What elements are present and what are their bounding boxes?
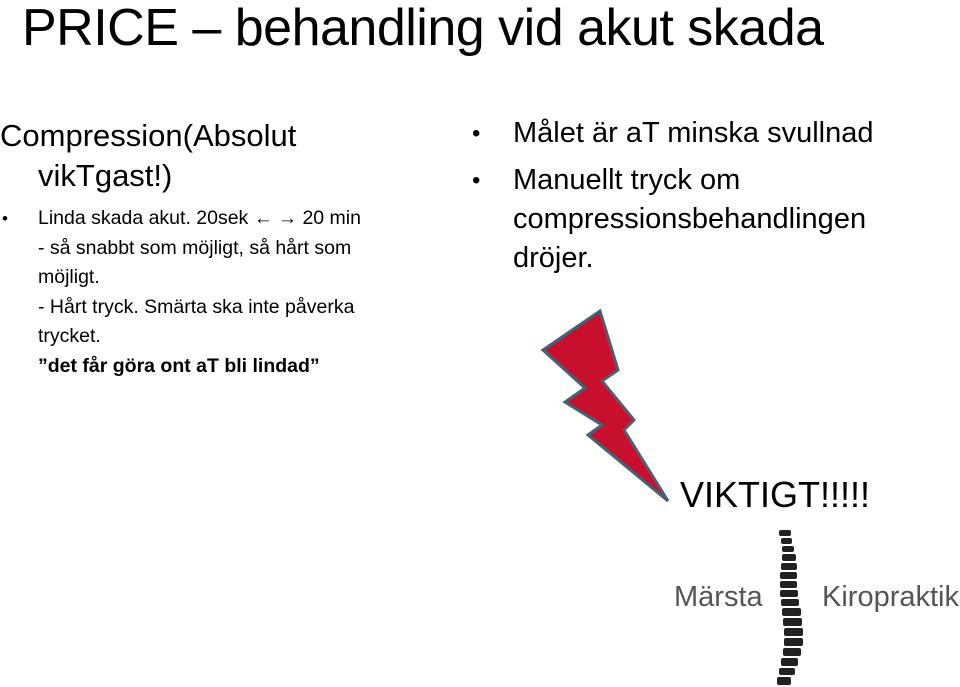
right-column [468, 114, 948, 286]
marsta-kiropraktik-logo [672, 522, 960, 687]
right-item-text: Målet är aT minska svullnad [513, 117, 874, 149]
bullet-icon: • [472, 167, 481, 194]
double-arrow-icon: ← → [253, 208, 298, 229]
detail-line: - Hårt tryck. Smärta ska inte påverka [38, 295, 355, 318]
logo-word-kiropraktik: Kiropraktik [822, 581, 959, 613]
quote-line: ”det får göra ont aT bli lindad” [38, 354, 320, 377]
page-title: PRICE – behandling vid akut skada [22, 0, 824, 57]
compression-heading-line2: vikTgast!) [38, 158, 173, 193]
list-item [468, 114, 948, 153]
logo-word-marsta: Märsta [674, 581, 763, 613]
compression-heading [0, 116, 450, 196]
left-column [0, 116, 450, 381]
bullet-icon: • [2, 209, 8, 228]
bullet-text-prefix: Linda skada akut. 20sek [38, 207, 249, 229]
list-item [0, 204, 450, 234]
bullet-text-suffix: 20 min [302, 207, 361, 229]
bullet-icon: • [472, 120, 481, 147]
right-item-text: Manuellt tryck om compressionsbehandlingen dröjer. [513, 164, 867, 274]
lightning-bolt-icon [540, 308, 675, 508]
detail-line: möjligt. [38, 266, 100, 288]
compression-heading-line1: Compression(Absolut [0, 118, 297, 153]
list-item [468, 161, 948, 278]
viktigt-label: VIKTIGT!!!!! [680, 474, 871, 515]
detail-line: - så snabbt som möjligt, så hårt som [38, 236, 352, 259]
detail-line: trycket. [38, 325, 101, 347]
compression-details [0, 204, 450, 381]
spine-icon [770, 528, 810, 687]
